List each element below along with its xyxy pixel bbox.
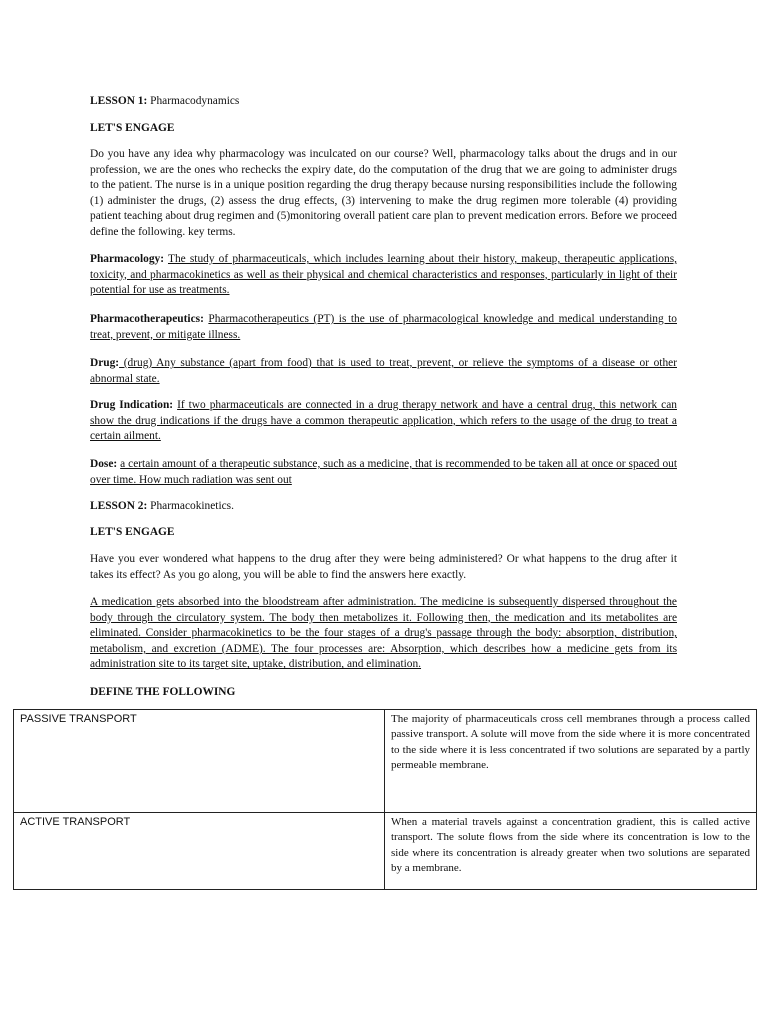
lesson1-engage-heading: LET'S ENGAGE bbox=[90, 122, 175, 134]
lesson1-intro: Do you have any idea why pharmacology was inculcated on our course? Well, pharmacology talks about the drugs and in our profession, we are the ones who rechecks the expiry date, do the computation of the drug that we are going to administer drugs to the patient. The nurse is in a unique position regarding the drug therapy because nursing responsibilities include the following (1) administer the drugs, (2) assess the drug effects, (3) intervening to make the drug regimen more tolerable (4) providing patient teaching about drug regimen and (5)monitoring overall patient care plan to prevent medication errors. Before we proceed define the following. key terms. bbox=[90, 148, 677, 238]
lesson1-heading bbox=[90, 94, 677, 110]
lesson2-summary: A medication gets absorbed into the bloodstream after administration. The medicine is subsequently dispersed throughout the body through the circulatory system. The body then metabolizes it. Following then, the medication and its metabolites are eliminated. Consider pharmacokinetics to be the four stages of a drug's passage through the body: absorption, distribution, metabolism, and excretion (ADME). The four processes are: Absorption, which describes how a medicine gets from its administration site to its target site, uptake, distribution, and elimination. bbox=[90, 596, 677, 671]
lesson1-label: LESSON 1: bbox=[90, 95, 148, 107]
lesson2-title: Pharmacokinetics. bbox=[147, 500, 234, 512]
term-definition: a certain amount of a therapeutic substance, such as a medicine, that is recommended to be taken all at once or spaced out over time. How much radiation was sent out bbox=[90, 458, 677, 486]
lesson2-heading bbox=[90, 499, 677, 515]
term-dose bbox=[90, 457, 677, 488]
term-definition: Pharmacotherapeutics (PT) is the use of pharmacological knowledge and medical understanding to treat, prevent, or mitigate illness. bbox=[90, 313, 677, 341]
term-label: Drug Indication: bbox=[90, 399, 174, 411]
term-drug bbox=[90, 356, 677, 387]
table-definition-cell: The majority of pharmaceuticals cross cell membranes through a process called passive transport. A solute will move from the side where it is more concentrated to the side where it is less concentrated if two solutions are separated by a partly permeable membrane. bbox=[385, 710, 757, 813]
term-pharmacotherapeutics bbox=[90, 312, 677, 343]
table-term-cell: ACTIVE TRANSPORT bbox=[14, 813, 385, 890]
lesson2-intro: Have you ever wondered what happens to the drug after they were being administered? Or what happens to the drug after it takes its effect? As you go along, you will be able to find the answers here exactly. bbox=[90, 553, 677, 581]
lesson2-label: LESSON 2: bbox=[90, 500, 148, 512]
term-definition: (drug) Any substance (apart from food) that is used to treat, prevent, or relieve the symptoms of a disease or other abnormal state. bbox=[90, 357, 677, 385]
term-definition: The study of pharmaceuticals, which includes learning about their history, makeup, therapeutic applications, toxicity, and pharmacokinetics as well as their physical and chemical characteristics and responses, particularly in light of their potential for use as treatments. bbox=[90, 253, 677, 297]
define-heading: DEFINE THE FOLLOWING bbox=[90, 686, 236, 698]
table-definition-cell: When a material travels against a concentration gradient, this is called active transport. The solute flows from the side where its concentration is low to the side where its concentration is already greater when two solutions are separated by a membrane. bbox=[385, 813, 757, 890]
term-definition: If two pharmaceuticals are connected in a drug therapy network and have a central drug, this network can show the drug indications if the drugs have a common therapeutic application, which refers to the usage of the drug to treat a certain ailment. bbox=[90, 399, 677, 443]
lesson2-engage-heading: LET'S ENGAGE bbox=[90, 526, 175, 538]
term-label: Dose: bbox=[90, 458, 118, 470]
lesson1-title: Pharmacodynamics bbox=[147, 95, 240, 107]
definitions-table bbox=[13, 709, 757, 890]
table-row bbox=[14, 710, 757, 813]
term-label: Pharmacotherapeutics: bbox=[90, 313, 204, 325]
term-pharmacology bbox=[90, 252, 677, 299]
term-drug-indication bbox=[90, 398, 677, 445]
term-label: Drug: bbox=[90, 357, 120, 369]
table-term-cell: PASSIVE TRANSPORT bbox=[14, 710, 385, 813]
term-label: Pharmacology: bbox=[90, 253, 165, 265]
table-row bbox=[14, 813, 757, 890]
